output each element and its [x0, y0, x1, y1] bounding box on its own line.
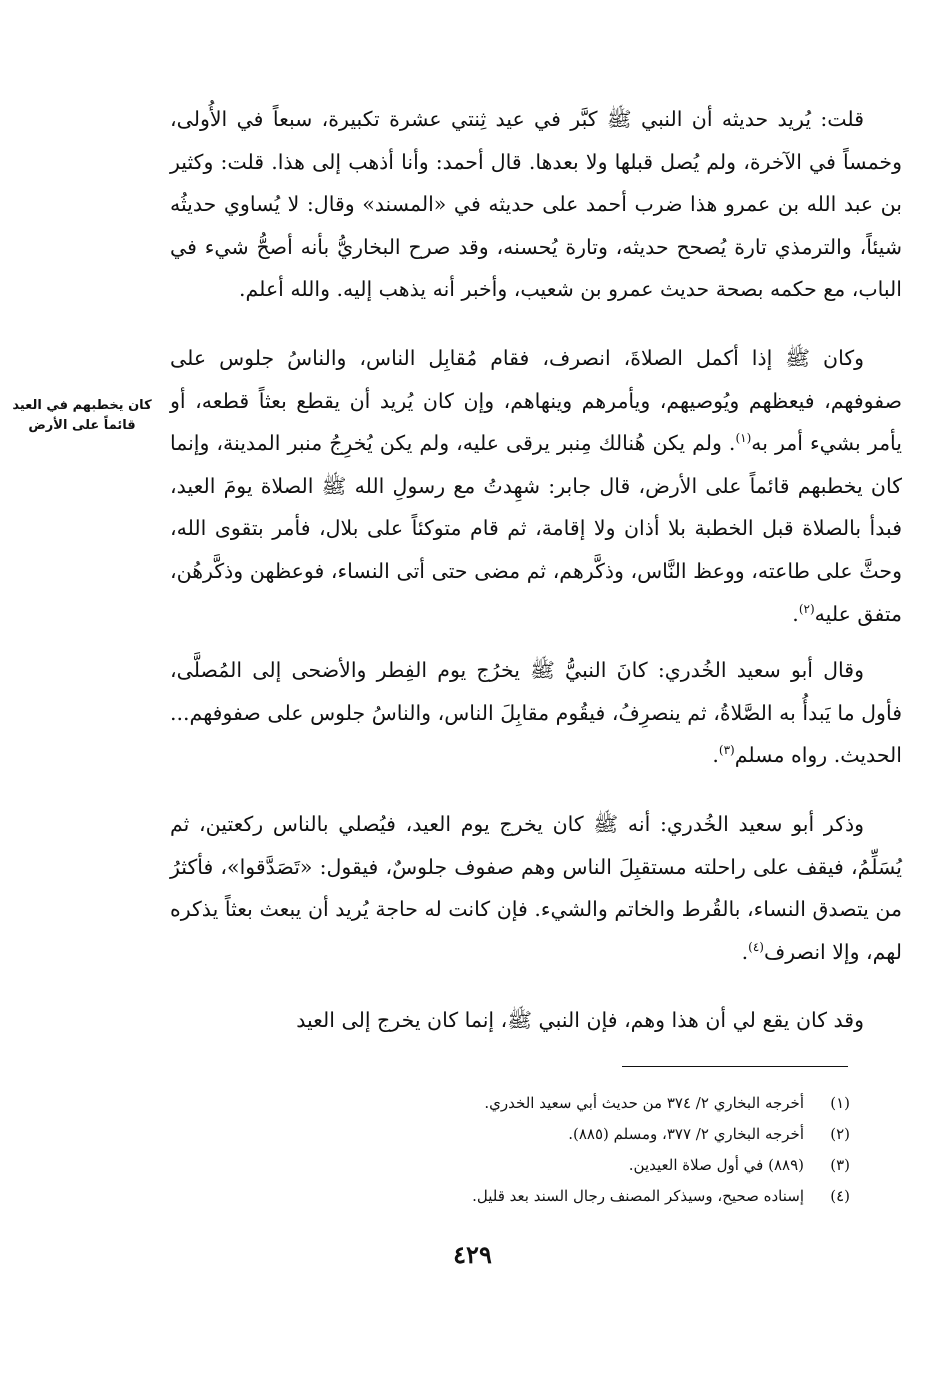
footnote-text: أخرجه البخاري ٢/ ٣٧٧، ومسلم (٨٨٥). — [568, 1125, 804, 1143]
page-number: ٤٢٩ — [453, 1240, 492, 1269]
margin-note-line: قائماً على الأرض — [28, 418, 136, 433]
margin-note-line: كان يخطبهم في العيد — [12, 398, 152, 413]
margin-note — [8, 396, 156, 436]
footnote-reference: (٣) — [718, 743, 735, 758]
footnote — [200, 1181, 850, 1212]
paragraph — [170, 803, 902, 973]
footnote-number: (١) — [830, 1094, 850, 1112]
paragraph-text: وقال أبو سعيد الخُدري: كانَ النبيُّ ﷺ يخرُج يوم الفِطر والأضحى إلى المُصلَّى، فأول ما يَبدأُ به الصَّلاةُ، ثم ينصرِفُ، فيقُوم مقابِلَ الناس، والناسُ جلوس على صفوفهم... الحديث. رواه مسلم — [170, 658, 902, 768]
paragraph — [170, 999, 902, 1042]
footnote — [200, 1150, 850, 1181]
paragraph-text: . — [741, 939, 749, 964]
paragraph-text: قلت: يُريد حديثه أن النبي ﷺ كبَّر في عيد ثِنتي عشرة تكبيرة، سبعاً في الأُولى، وخمساً في الآخرة، ولم يُصل قبلها ولا بعدها. قال أحمد: وأنا أذهب إلى هذا. قلت: وكثير بن عبد الله بن عمرو هذا ضرب أحمد على حديثه في «المسند» وقال: لا يُساوي حديثُه شيئاً، والترمذي تارة يُصحح حديثه، وتارة يُحسنه، وقد صرح البخاريُّ بأنه أصحُّ شيء في الباب، مع حكمه بصحة حديث عمرو بن شعيب، وأخبر أنه يذهب إليه. والله أعلم. — [170, 107, 902, 302]
footnote-reference: (٢) — [798, 601, 815, 616]
footnote-reference: (٤) — [748, 939, 764, 954]
paragraph — [170, 337, 902, 635]
footnote-text: (٨٨٩) في أول صلاة العيدين. — [628, 1156, 804, 1174]
footnote — [200, 1119, 850, 1150]
paragraph-text: وذكر أبو سعيد الخُدري: أنه ﷺ كان يخرج يوم العيد، فيُصلي بالناس ركعتين، ثم يُسَلِّمُ، فيقف على راحلته مستقبِلَ الناس وهم صفوف جلوسٌ، فيقول: «تَصَدَّقوا»، فأكثرُ من يتصدق النساء، بالقُرط والخاتم والشيء. فإن كانت له حاجة يُريد أن يبعث بعثاً يذكره لهم، وإلا انصرف — [170, 811, 902, 964]
footnote-separator — [622, 1066, 848, 1067]
paragraph-text: . — [712, 743, 719, 768]
paragraph-text: وكان ﷺ إذا أكمل الصلاةَ، انصرف، فقام مُقابِل الناس، والناسُ جلوس على صفوفهم، فيعظهم ويُوصيهم، ويأمرهم وينهاهم، وإن كان يُريد أن يقطع بعثاً قطعه، أو يأمر بشيء أمر به — [170, 345, 902, 456]
footnote-reference: (١) — [735, 431, 752, 446]
main-text — [170, 98, 902, 1042]
paragraph — [170, 98, 902, 311]
footnote-text: إسناده صحيح، وسيذكر المصنف رجال السند بعد قليل. — [472, 1187, 804, 1205]
footnote-number: (٢) — [830, 1125, 850, 1143]
footnotes — [200, 1088, 850, 1212]
paragraph-text: . — [792, 601, 799, 626]
footnote-number: (٣) — [830, 1156, 850, 1174]
footnote — [200, 1088, 850, 1119]
paragraph — [170, 649, 902, 777]
paragraph-text: وقد كان يقع لي أن هذا وهم، فإن النبي ﷺ، إنما كان يخرج إلى العيد — [296, 1008, 864, 1033]
paragraph-text: . ولم يكن هُنالك مِنبر يرقى عليه، ولم يكن يُخرِجُ منبر المدينة، وإنما كان يخطبهم قائماً على الأرض، قال جابر: شهِدتُ مع رسولِ الله ﷺ الصلاة يومَ العيد، فبدأ بالصلاة قبل الخطبة بلا أذان ولا إقامة، ثم قام متوكئاً على بلال، فأمر بتقوى الله، وحثَّ على طاعته، ووعظ النَّاس، وذكَّرهم، ثم مضى حتى أتى النساء، فوعظهن وذكَّرهُن، متفق عليه — [170, 431, 902, 626]
footnote-number: (٤) — [830, 1187, 850, 1205]
footnote-text: أخرجه البخاري ٢/ ٣٧٤ من حديث أبي سعيد الخدري. — [484, 1094, 804, 1112]
